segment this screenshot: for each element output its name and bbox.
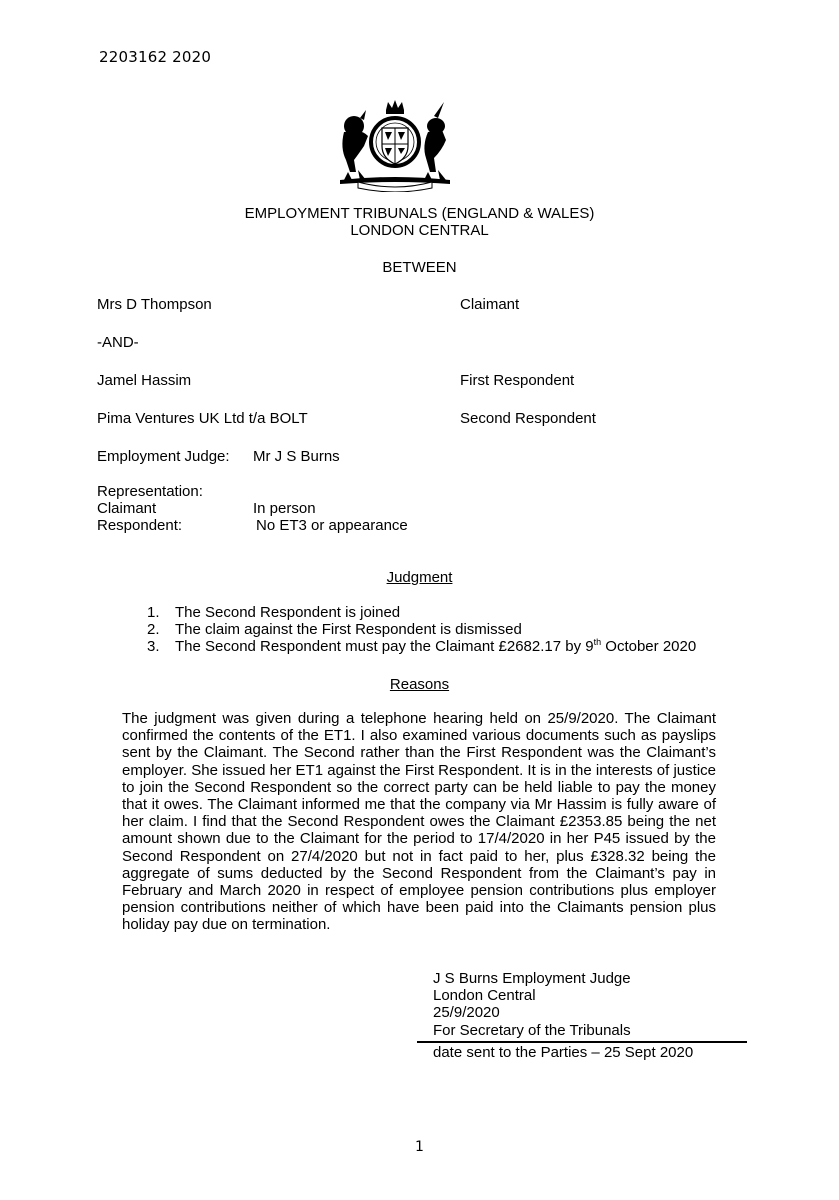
claimant-role: Claimant [460, 296, 520, 313]
tribunal-title: EMPLOYMENT TRIBUNALS (ENGLAND & WALES) [244, 205, 595, 222]
second-respondent-name: Pima Ventures UK Ltd t/a BOLT [97, 410, 308, 427]
lion-supporter [342, 110, 368, 180]
judgment-item-text-part: The Second Respondent must pay the Claimant £2682.17 by 9 [175, 638, 594, 655]
signature-date: 25/9/2020 [433, 1004, 500, 1022]
page-number: 1 [415, 1139, 424, 1155]
second-respondent-role: Second Respondent [460, 410, 596, 427]
case-reference: 2203162 2020 [99, 48, 212, 66]
judgment-heading: Judgment [386, 569, 453, 586]
signature-block [433, 970, 631, 1039]
date-sent: date sent to the Parties – 25 Sept 2020 [433, 1044, 694, 1061]
signature-location: London Central [433, 987, 536, 1005]
judgment-list [147, 604, 696, 655]
judgment-item-text-part: October 2020 [601, 638, 697, 655]
judgment-item-number: 1. [147, 604, 160, 621]
first-respondent-role: First Respondent [460, 372, 575, 389]
representation-claimant-value: In person [253, 500, 316, 517]
between-heading: BETWEEN [382, 259, 457, 276]
signature-divider [417, 1041, 747, 1043]
reasons-paragraph: The judgment was given during a telephone hearing held on 25/9/2020. The Claimant confirmed the contents of the ET1. I also examined various documents such as payslips sent by the Claimant. The Second rather than the First Respondent was the Claimant’s employer. She issued her ET1 against the First Respondent. It is in the interests of justice to join the Second Respondent so the correct party can be held liable to pay the money that it owes. The Claimant informed me that the company via Mr Hassim is fully aware of her claim. I find that the Second Respondent owes the Claimant £2353.85 being the net amount shown due to the Claimant for the period to 17/4/2020 in her P45 issued by the Second Respondent on 27/4/2020 but not in fact paid to her, plus £328.32 being the aggregate of sums deducted by the Second Respondent from the Claimant’s pay in February and March 2020 in respect of employee pension contributions plus employer pension contributions neither of which have been paid into the Claimants pension plus holiday pay due on termination. [122, 710, 716, 934]
first-respondent-name: Jamel Hassim [97, 372, 192, 389]
unicorn-supporter [424, 102, 446, 180]
judge-name: Mr J S Burns [253, 448, 340, 465]
representation-respondent-label: Respondent: [97, 517, 183, 534]
and-separator: -AND- [97, 334, 139, 351]
judgment-item [147, 638, 696, 655]
tribunal-location: LONDON CENTRAL [350, 222, 489, 239]
representation-heading: Representation: [97, 483, 203, 500]
claimant-name: Mrs D Thompson [97, 296, 212, 313]
royal-coat-of-arms [330, 96, 460, 192]
judgment-item-number: 3. [147, 638, 160, 655]
judge-label: Employment Judge: [97, 448, 230, 465]
crown [386, 100, 404, 114]
judgment-item-text: The Second Respondent is joined [175, 604, 401, 621]
ordinal-suffix: th [593, 637, 602, 647]
signature-secretary: For Secretary of the Tribunals [433, 1021, 631, 1039]
representation-respondent-value: No ET3 or appearance [256, 517, 408, 534]
judgment-item-text: The claim against the First Respondent is dismissed [175, 621, 522, 638]
judgment-item [147, 604, 696, 621]
judgment-item [147, 621, 696, 638]
judgment-item-number: 2. [147, 621, 160, 638]
signature-judge: J S Burns Employment Judge [433, 970, 631, 987]
reasons-heading: Reasons [389, 676, 450, 693]
judgment-item-text [175, 638, 696, 655]
representation-claimant-label: Claimant [97, 500, 157, 517]
